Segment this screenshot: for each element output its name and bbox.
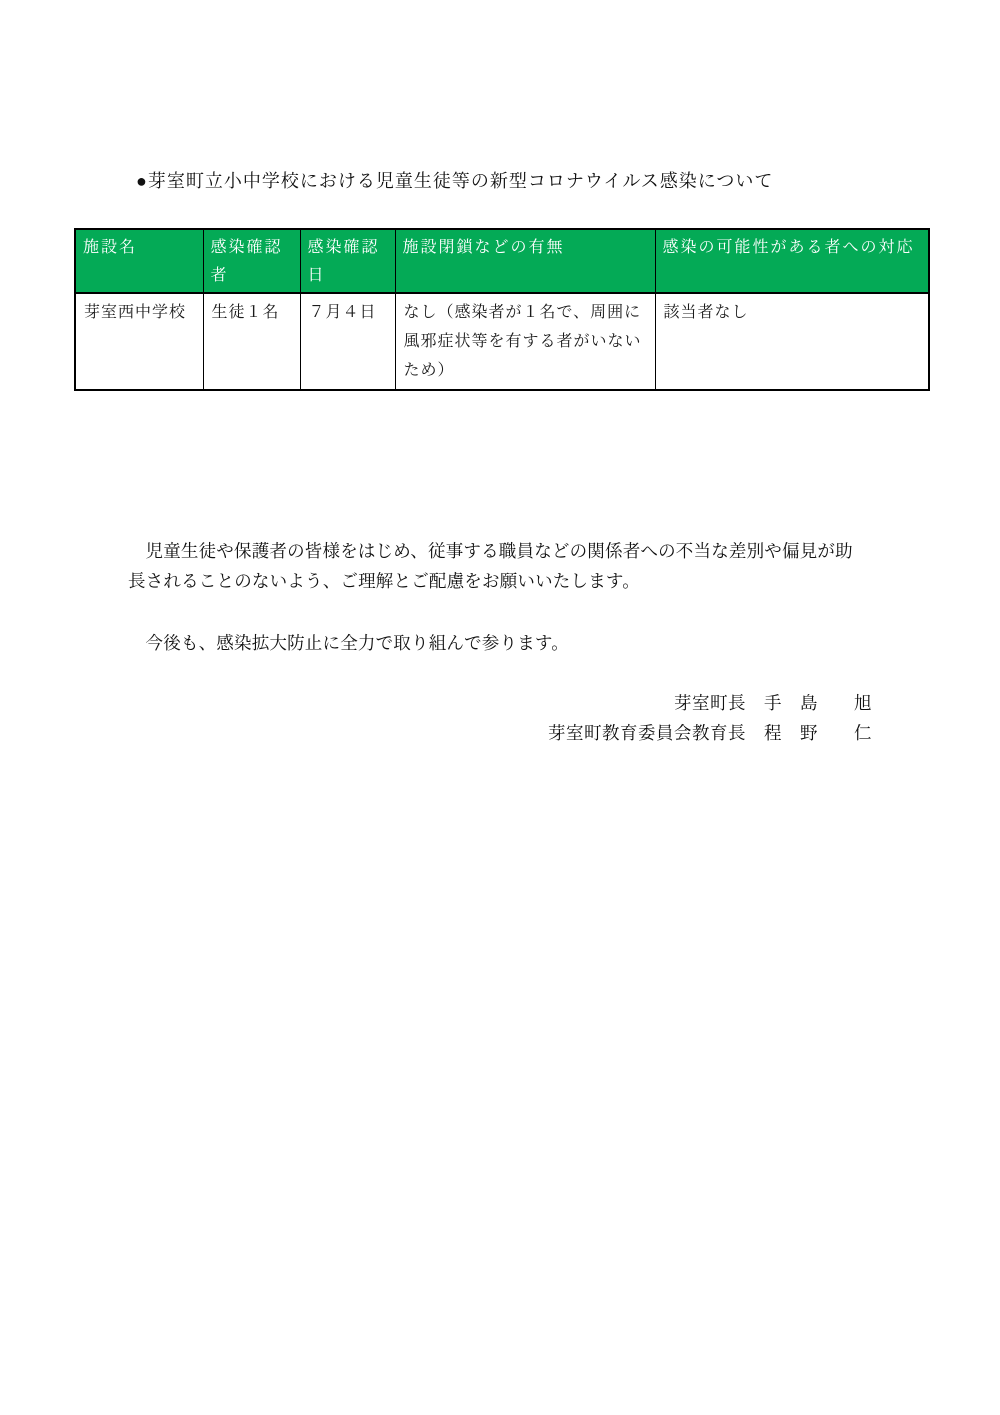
paragraph-respect-request: 児童生徒や保護者の皆様をはじめ、従事する職員などの関係者への不当な差別や偏見が助長されることのないよう、ご理解とご配慮をお願いいたします。 [128, 541, 853, 591]
header-cell-facility: 施設名 [75, 229, 203, 293]
table-header-row [75, 229, 929, 293]
table-row [75, 293, 929, 390]
cell-confirmed-date: ７月４日 [300, 293, 395, 390]
signature-mayor: 芽室町長 手 島 旭 [674, 693, 872, 713]
cell-contact-response: 該当者なし [655, 293, 929, 390]
header-cell-closure-status: 施設閉鎖などの有無 [395, 229, 655, 293]
cell-closure-status: なし（感染者が１名で、周囲に風邪症状等を有する者がいないため） [395, 293, 655, 390]
cell-confirmed-cases: 生徒１名 [203, 293, 300, 390]
header-cell-contact-response: 感染の可能性がある者への対応 [655, 229, 929, 293]
signature-superintendent: 芽室町教育委員会教育長 程 野 仁 [548, 723, 872, 743]
header-cell-confirmed-date: 感染確認日 [300, 229, 395, 293]
cell-facility: 芽室西中学校 [75, 293, 203, 390]
body-text-block [128, 536, 860, 658]
document-title: ●芽室町立小中学校における児童生徒等の新型コロナウイルス感染について [136, 171, 774, 191]
signature-block [548, 688, 872, 748]
header-cell-confirmed-cases: 感染確認者 [203, 229, 300, 293]
infection-info-table [74, 228, 930, 391]
paragraph-commitment: 今後も、感染拡大防止に全力で取り組んで参ります。 [145, 633, 569, 653]
